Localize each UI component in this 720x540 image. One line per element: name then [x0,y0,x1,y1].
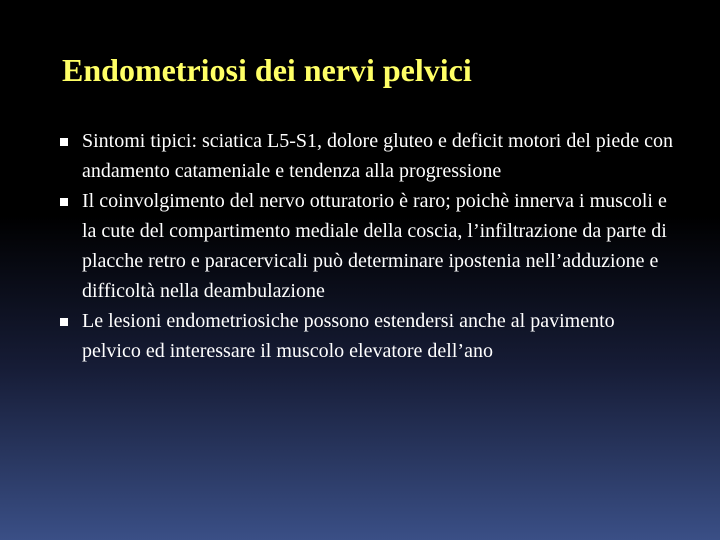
bullet-list [58,126,678,366]
bullet-text: Sintomi tipici: sciatica L5-S1, dolore gluteo e deficit motori del piede con andamento catameniale e tendenza alla progressione [82,130,673,182]
square-bullet-icon [60,138,68,146]
slide-title: Endometriosi dei nervi pelvici [62,52,472,88]
bullet-text: Il coinvolgimento del nervo otturatorio è raro; poichè innerva i muscoli e la cute del compartimento mediale della coscia, l’infiltrazione da parte di placche retro e paracervicali può determinare ipostenia nell’adduzione e difficoltà nella deambulazione [82,190,667,302]
square-bullet-icon [60,318,68,326]
bullet-text: Le lesioni endometriosiche possono estendersi anche al pavimento pelvico ed interessare il muscolo elevatore dell’ano [82,310,615,362]
square-bullet-icon [60,198,68,206]
bullet-item [58,126,678,186]
bullet-item [58,306,678,366]
bullet-item [58,186,678,306]
